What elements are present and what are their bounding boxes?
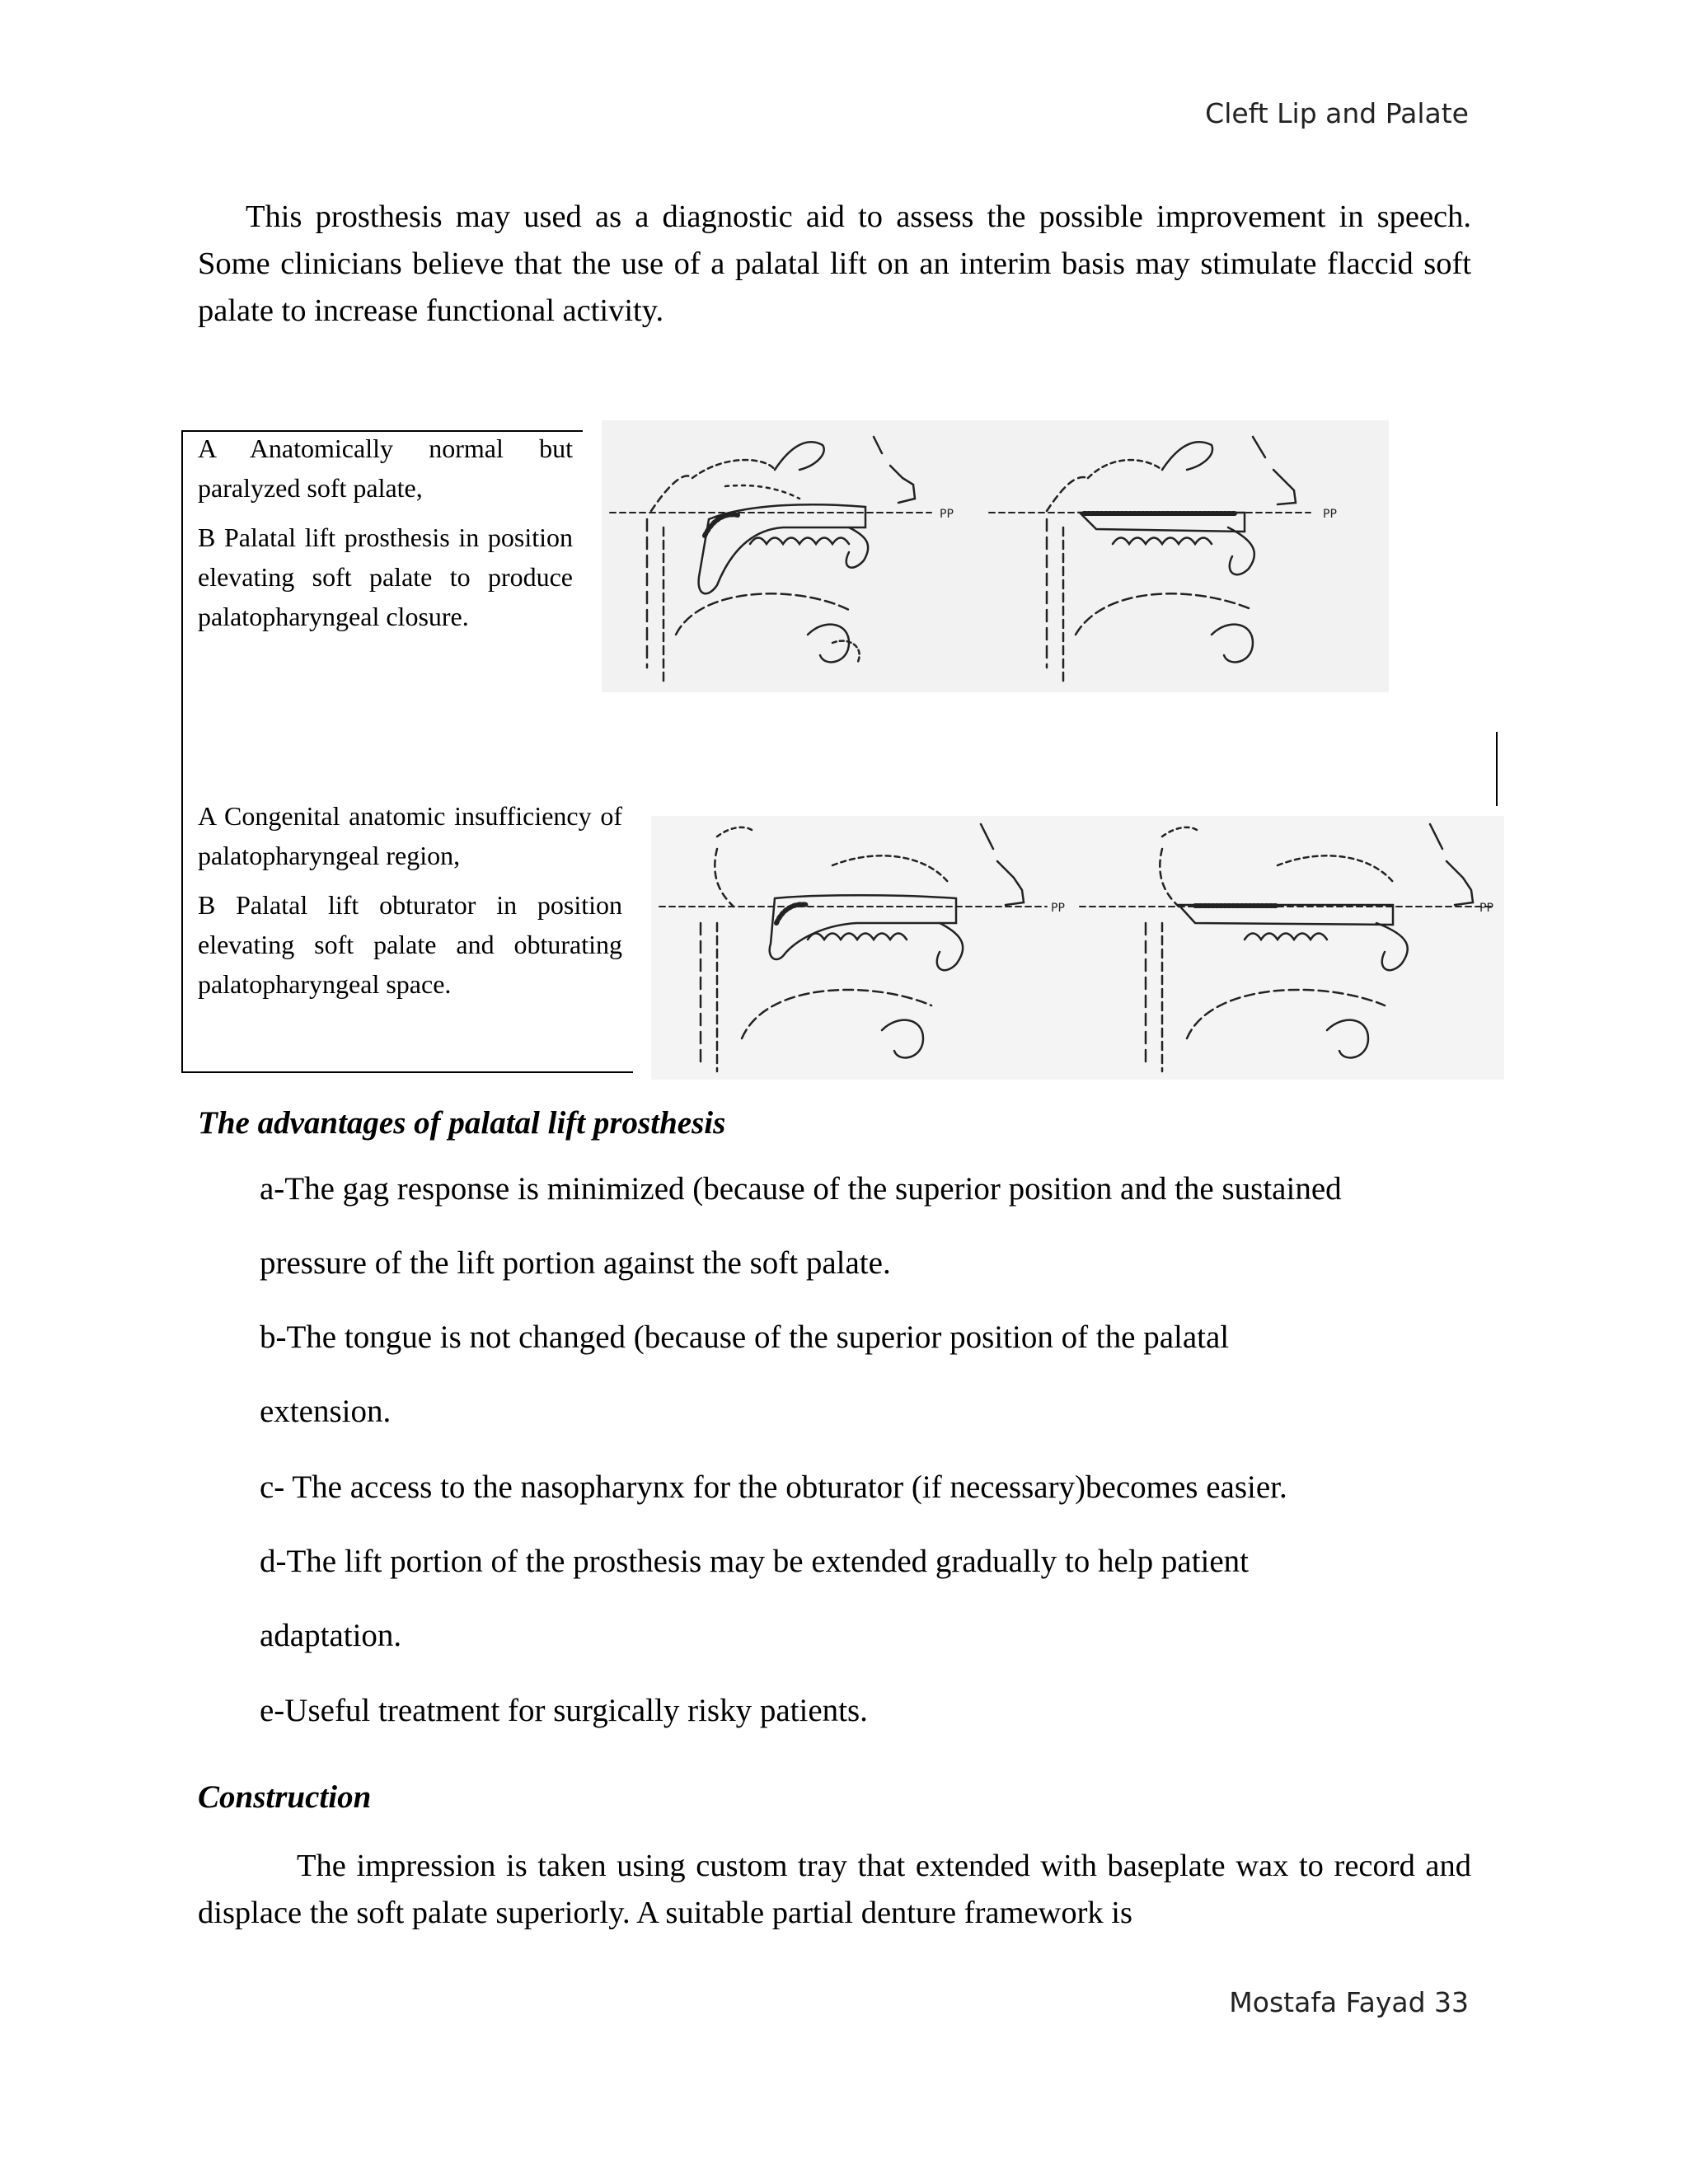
figure2-plane-label-b: PP	[1479, 902, 1493, 915]
figure2-panel-b	[1080, 824, 1493, 1071]
figure2-caption-b: B Palatal lift obturator in position elevating soft palate and obturating palatopharyngeal space.	[198, 890, 622, 999]
figure1-panel-b	[989, 437, 1337, 684]
margin-rule	[1496, 732, 1498, 806]
figure2-palatal-lift-obturator-diagram	[651, 816, 1504, 1080]
figure1-caption-b: B Palatal lift prosthesis in position elevating soft palate to produce palatopharyngeal closure.	[198, 523, 573, 631]
advantage-line: a-The gag response is minimized (because of the superior position and the sustained	[260, 1171, 1342, 1207]
caption-box-left-border	[181, 430, 183, 1073]
advantage-line: pressure of the lift portion against the soft palate.	[260, 1245, 891, 1281]
construction-heading: Construction	[198, 1779, 372, 1815]
advantages-heading: The advantages of palatal lift prosthesis	[198, 1105, 726, 1141]
figure2-panel-a	[659, 824, 1065, 1071]
intro-paragraph: This prosthesis may used as a diagnostic aid to assess the possible improvement in speech. Some clinicians believe that the use of a palatal lift on an interim basis may stimulate flaccid soft palate to increase functional activity.	[198, 199, 1471, 328]
advantage-line: b-The tongue is not changed (because of the superior position of the palatal	[260, 1319, 1230, 1355]
advantage-line: d-The lift portion of the prosthesis may be extended gradually to help patient	[260, 1544, 1250, 1579]
advantage-line: c- The access to the nasopharynx for the obturator (if necessary)becomes easier.	[260, 1469, 1287, 1505]
running-header: Cleft Lip and Palate	[1205, 97, 1469, 129]
figure2-caption	[198, 796, 622, 1014]
advantage-line: extension.	[260, 1394, 392, 1429]
figure2-plane-label-a: PP	[1051, 902, 1065, 915]
figure1-panel-a	[610, 437, 954, 684]
figure1-plane-label-b: PP	[1323, 508, 1337, 521]
advantage-line: e-Useful treatment for surgically risky patients.	[260, 1693, 868, 1728]
figure1-caption-a: A Anatomically normal but paralyzed soft palate,	[198, 434, 573, 503]
figure2-caption-a: A Congenital anatomic insufficiency of palatopharyngeal region,	[198, 801, 622, 870]
figure1-palatal-lift-diagram	[602, 420, 1389, 692]
figure1-svg	[602, 420, 1389, 692]
figure2-svg	[651, 816, 1504, 1080]
construction-paragraph: The impression is taken using custom tray that extended with baseplate wax to record and displace the soft palate superiorly. A suitable partial denture framework is	[198, 1849, 1471, 1930]
caption-box-bottom-border	[181, 1071, 633, 1073]
figure1-caption	[198, 429, 573, 646]
page-footer: Mostafa Fayad 33	[1229, 1986, 1469, 2018]
advantage-line: adaptation.	[260, 1618, 402, 1653]
figure1-plane-label-a: PP	[940, 508, 954, 521]
